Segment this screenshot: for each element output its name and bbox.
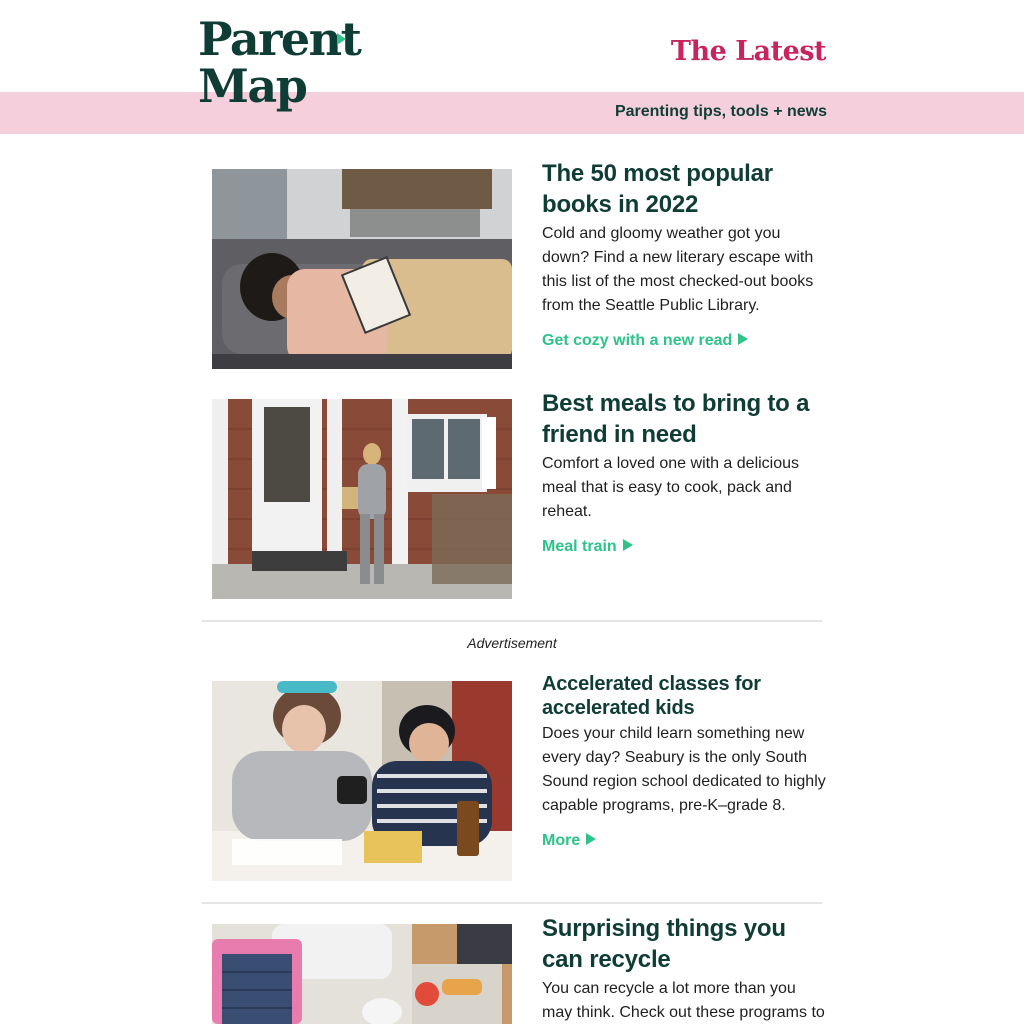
article-body: [542, 913, 826, 1024]
article-image-reading[interactable]: [212, 169, 512, 369]
logo-play-icon: [337, 33, 346, 45]
article-body: [542, 388, 826, 556]
article-description: Comfort a loved one with a delicious meal that is easy to cook, pack and reheat.: [542, 455, 800, 520]
advertisement-label: Advertisement: [467, 635, 557, 651]
section-divider: [202, 902, 822, 904]
article-image-meal-delivery[interactable]: [212, 399, 512, 599]
play-arrow-icon: [738, 333, 748, 345]
article-body: [542, 158, 826, 350]
article-description: You can recycle a lot more than you may think. Check out these programs to: [542, 980, 825, 1021]
article-card: [212, 390, 824, 599]
cta-label: Get cozy with a new read: [542, 332, 733, 349]
ad-body: [542, 672, 826, 850]
cta-label: More: [542, 832, 581, 849]
ad-title[interactable]: Accelerated classes for accelerated kids: [542, 673, 761, 719]
play-arrow-icon: [623, 539, 633, 551]
tagline-bar: [0, 92, 1024, 134]
logo-word-parent: Parent: [198, 12, 361, 66]
article-title[interactable]: The 50 most popular books in 2022: [542, 160, 773, 218]
parentmap-logo[interactable]: [198, 12, 361, 120]
logo-word-map: Map: [198, 59, 307, 113]
article-image-recycle[interactable]: [212, 924, 512, 1024]
newsletter-title: The Latest: [670, 36, 826, 67]
section-divider: [202, 620, 822, 622]
article-cta-link[interactable]: [542, 538, 633, 556]
ad-card: [212, 673, 826, 881]
article-card: [212, 915, 825, 1024]
article-title[interactable]: Surprising things you can recycle: [542, 915, 786, 973]
ad-cta-link[interactable]: [542, 832, 596, 850]
article-card: [212, 160, 824, 369]
article-description: Cold and gloomy weather got you down? Find a new literary escape with this list of the most checked-out books from the Seattle Public Library.: [542, 225, 814, 314]
article-title[interactable]: Best meals to bring to a friend in need: [542, 390, 810, 448]
cta-label: Meal train: [542, 538, 617, 555]
play-arrow-icon: [586, 833, 596, 845]
tagline: Parenting tips, tools + news: [614, 103, 827, 120]
article-cta-link[interactable]: [542, 332, 748, 350]
ad-description: Does your child learn something new every day? Seabury is the only South Sound region school dedicated to highly capable programs, pre-K–grade 8.: [542, 725, 826, 814]
ad-image-students[interactable]: [212, 681, 512, 881]
